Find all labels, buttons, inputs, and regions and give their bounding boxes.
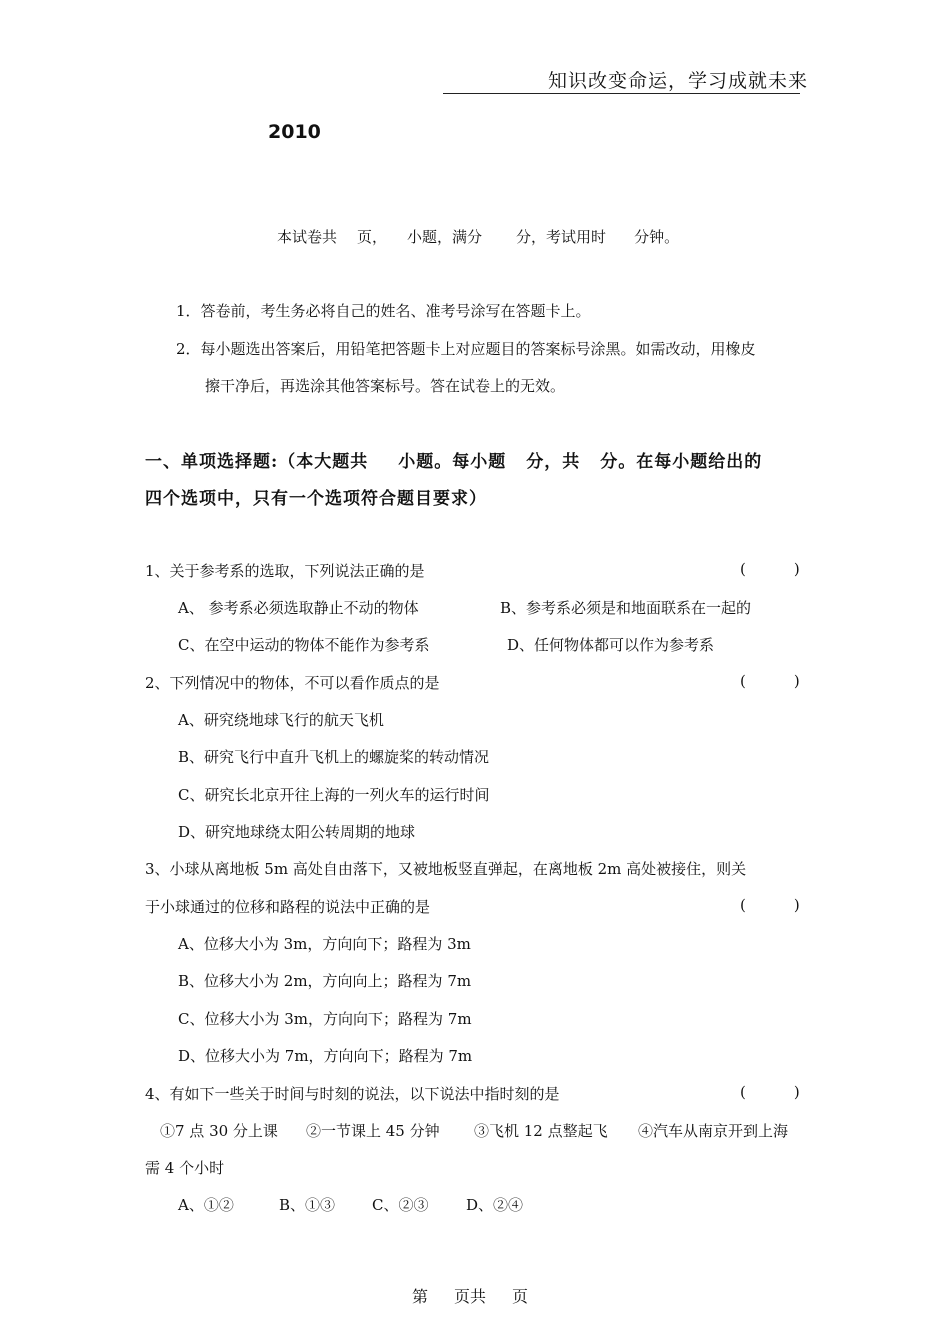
exam-subtitle	[386, 172, 567, 193]
paren-open: (	[740, 672, 746, 690]
question-4-item: ②一节课上 45 分钟	[306, 1122, 440, 1140]
section-part: 小题。每小题	[398, 452, 507, 472]
question-1-stem: 1、关于参考系的选取，下列说法正确的是	[145, 562, 425, 580]
answer-blank	[740, 672, 800, 690]
question-4-option-b: B、①③	[279, 1196, 336, 1214]
question-2-option-a: A、研究绕地球飞行的航天飞机	[178, 711, 384, 729]
notice-item-cont: 擦干净后，再选涂其他答案标号。答在试卷上的无效。	[205, 377, 566, 395]
info-part: 小题，满分	[407, 228, 483, 246]
paren-open: (	[740, 560, 746, 578]
header-rule	[443, 93, 800, 94]
question-1-option-d: D、任何物体都可以作为参考系	[507, 636, 715, 654]
question-3-option-a: A、位移大小为 3m，方向向下；路程为 3m	[178, 935, 471, 953]
paren-open: (	[740, 896, 746, 914]
section-part: 分。在每小题给出的	[600, 452, 763, 472]
question-4-option-d: D、②④	[466, 1196, 524, 1214]
section-part: 分，共	[526, 452, 581, 472]
answer-blank	[740, 1083, 800, 1101]
question-3-stem-cont: 于小球通过的位移和路程的说法中正确的是	[145, 898, 431, 916]
section-heading	[145, 447, 762, 472]
paren-open: (	[740, 1083, 746, 1101]
question-3-option-c: C、位移大小为 3m，方向向下；路程为 7m	[178, 1010, 472, 1028]
info-part: 本试卷共	[277, 228, 338, 246]
question-4-item: ④汽车从南京开到上海	[638, 1122, 789, 1140]
question-1-option-a: A、 参考系必须选取静止不动的物体	[178, 599, 419, 617]
footer-part: 第	[412, 1287, 429, 1306]
footer-part: 页共	[454, 1287, 487, 1306]
question-2-option-c: C、研究长北京开往上海的一列火车的运行时间	[178, 786, 490, 804]
header-motto: 知识改变命运，学习成就未来	[548, 70, 809, 92]
question-2-option-b: B、研究飞行中直升飞机上的螺旋桨的转动情况	[178, 748, 490, 766]
notice-item: 2．每小题选出答案后，用铅笔把答题卡上对应题目的答案标号涂黑。如需改动，用橡皮	[176, 340, 756, 358]
question-3-stem: 3、小球从离地板 5m 高处自由落下，又被地板竖直弹起，在离地板 2m 高处被接住，则关	[145, 860, 747, 878]
paren-close: )	[793, 560, 800, 578]
question-4-item-cont: 需 4 个小时	[145, 1159, 225, 1177]
notice-item: 1．答卷前，考生务必将自己的姓名、准考号涂写在答题卡上。	[176, 302, 591, 320]
page-footer	[412, 1284, 528, 1307]
answer-blank	[740, 560, 800, 578]
question-1-option-b: B、参考系必须是和地面联系在一起的	[500, 599, 752, 617]
exam-info	[277, 226, 679, 247]
paren-close: )	[793, 1083, 800, 1101]
question-3-option-b: B、位移大小为 2m，方向向上；路程为 7m	[178, 972, 472, 990]
question-1-option-c: C、在空中运动的物体不能作为参考系	[178, 636, 430, 654]
exam-title: 2010	[268, 121, 321, 143]
question-2-option-d: D、研究地球绕太阳公转周期的地球	[178, 823, 416, 841]
footer-part: 页	[512, 1287, 529, 1306]
question-2-stem: 2、下列情况中的物体，不可以看作质点的是	[145, 674, 440, 692]
question-4-option-a: A、①②	[178, 1196, 234, 1214]
answer-blank	[740, 896, 800, 914]
section-part: 一、单项选择题:（本大题共	[145, 452, 369, 472]
question-4-item: ③飞机 12 点整起飞	[474, 1122, 608, 1140]
question-4-item: ①7 点 30 分上课	[160, 1122, 278, 1140]
info-part: 分钟。	[634, 228, 680, 246]
info-part: 分，考试用时	[516, 228, 607, 246]
section-heading-cont: 四个选项中，只有一个选项符合题目要求）	[145, 489, 487, 509]
question-4-stem: 4、有如下一些关于时间与时刻的说法，以下说法中指时刻的是	[145, 1085, 560, 1103]
question-4-option-c: C、②③	[372, 1196, 429, 1214]
paren-close: )	[793, 896, 800, 914]
paren-close: )	[793, 672, 800, 690]
question-3-option-d: D、位移大小为 7m，方向向下；路程为 7m	[178, 1047, 473, 1065]
info-part: 页，	[357, 228, 388, 246]
